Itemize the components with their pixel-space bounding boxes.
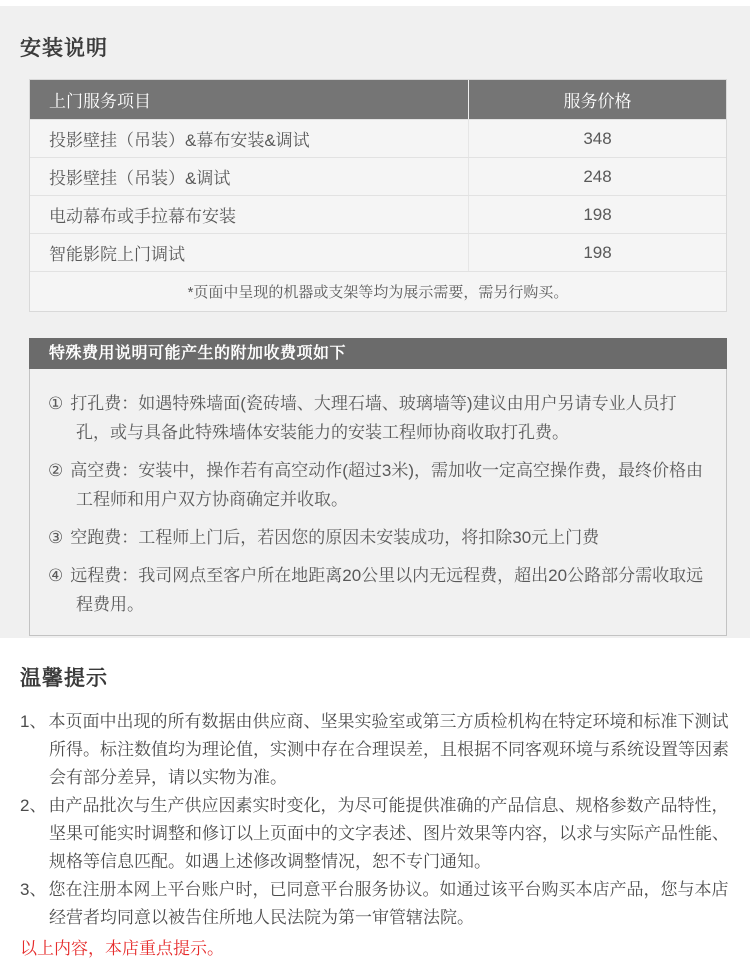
special-fee-header: 特殊费用说明可能产生的附加收费项如下: [29, 338, 727, 369]
table-header-row: [30, 80, 726, 119]
fee-item-text: 打孔费：如遇特殊墙面(瓷砖墙、大理石墙、玻璃墙等)建议由用户另请专业人员打孔，或与具备此特殊墙体安装能力的安装工程师协商收取打孔费。: [70, 394, 677, 442]
table-header-service-price: 服务价格: [563, 92, 632, 111]
table-row: [30, 233, 726, 271]
tip-item-number: 2、: [20, 796, 47, 815]
fee-item: [48, 523, 708, 552]
fee-item-marker: ③: [48, 528, 64, 547]
tip-item-text: 本页面中出现的所有数据由供应商、坚果实验室或第三方质检机构在特定环境和标准下测试所得。标注数值均为理论值，实测中存在合理误差，且根据不同客观环境与系统设置等因素会有部分差异，请以实物为准。: [48, 712, 729, 787]
service-item-name: 智能影院上门调试: [30, 234, 469, 271]
tip-item-text: 由产品批次与生产供应因素实时变化，为尽可能提供准确的产品信息、规格参数产品特性，坚果可能实时调整和修订以上页面中的文字表述、图片效果等内容，以求与实际产品性能、规格等信息匹配。如遇上述修改调整情况，恕不专门通知。: [48, 796, 729, 871]
tip-item: [20, 792, 734, 876]
fee-item-text: 空跑费：工程师上门后，若因您的原因未安装成功，将扣除30元上门费: [70, 528, 600, 547]
fee-item: [48, 561, 708, 619]
service-price-table: [29, 79, 727, 312]
install-section-title: 安装说明: [20, 37, 108, 60]
fee-item: [48, 456, 708, 514]
install-section: [0, 6, 750, 638]
service-item-price: 348: [583, 128, 612, 148]
tips-section: [0, 638, 750, 963]
tip-item: [20, 876, 734, 932]
table-header-service-item: 上门服务项目: [30, 80, 469, 119]
service-item-price: 198: [583, 204, 612, 224]
service-item-name: 投影壁挂（吊装）&幕布安装&调试: [30, 120, 469, 157]
tip-item-number: 1、: [20, 712, 47, 731]
fee-item-text: 远程费：我司网点至客户所在地距离20公里以内无远程费，超出20公路部分需收取远程费用。: [70, 566, 704, 614]
tips-title: 温馨提示: [20, 667, 108, 690]
table-row: [30, 119, 726, 157]
fee-item: [48, 389, 708, 447]
tip-item-number: 3、: [20, 880, 47, 899]
service-item-price: 198: [583, 242, 612, 262]
table-row: [30, 195, 726, 233]
table-footnote: *页面中呈现的机器或支架等均为展示需要，需另行购买。: [30, 271, 726, 311]
service-item-name: 电动幕布或手拉幕布安装: [30, 196, 469, 233]
special-fee-body: [29, 369, 727, 636]
tip-item: [20, 708, 734, 792]
tips-highlight-note: 以上内容，本店重点提示。: [20, 939, 224, 958]
fee-item-marker: ②: [48, 461, 64, 480]
table-row: [30, 157, 726, 195]
fee-item-marker: ①: [48, 394, 64, 413]
service-item-name: 投影壁挂（吊装）&调试: [30, 158, 469, 195]
fee-item-marker: ④: [48, 566, 64, 585]
special-fee-box: [29, 338, 727, 636]
tip-item-text: 您在注册本网上平台账户时，已同意平台服务协议。如通过该平台购买本店产品，您与本店经营者均同意以被告住所地人民法院为第一审管辖法院。: [48, 880, 729, 927]
service-item-price: 248: [583, 166, 612, 186]
fee-item-text: 高空费：安装中，操作若有高空动作(超过3米)，需加收一定高空操作费，最终价格由工程师和用户双方协商确定并收取。: [70, 461, 704, 509]
